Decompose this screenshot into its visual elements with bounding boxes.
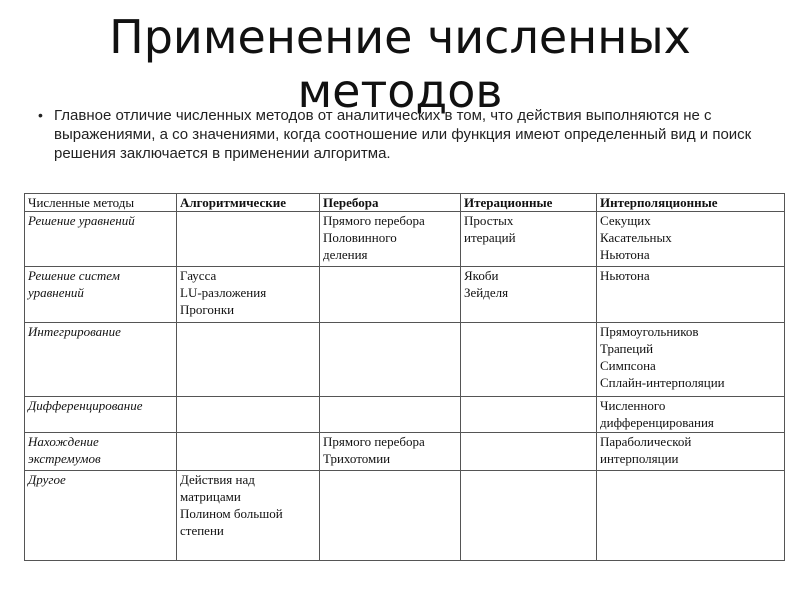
cell-line: Простых — [464, 213, 514, 228]
row-label — [25, 397, 177, 433]
header-interpolation: Интерполяционные — [597, 194, 785, 212]
row-label — [25, 323, 177, 397]
slide-title-line-1: Применение численных — [109, 10, 691, 64]
table-cell — [320, 212, 461, 267]
header-algorithmic: Алгоритмические — [177, 194, 320, 212]
table-cell — [461, 267, 597, 323]
cell-line: LU-разложения — [180, 285, 267, 300]
table-cell — [461, 323, 597, 397]
table-cell — [461, 212, 597, 267]
table-cell — [461, 433, 597, 471]
cell-line: деления — [323, 247, 368, 262]
cell-line: Якоби — [464, 268, 499, 283]
slide-title — [0, 10, 800, 118]
row-label-line: Нахождение — [28, 434, 99, 449]
table-cell — [461, 471, 597, 561]
table-cell — [597, 267, 785, 323]
table-row — [25, 323, 785, 397]
table-row — [25, 212, 785, 267]
table-header-row — [25, 194, 785, 212]
row-label-line: экстремумов — [28, 451, 101, 466]
slide-title-line-2: методов — [297, 64, 503, 118]
table-cell — [177, 397, 320, 433]
table-cell — [597, 397, 785, 433]
header-iterative: Итерационные — [461, 194, 597, 212]
table-cell — [461, 397, 597, 433]
header-numeric-methods: Численные методы — [25, 194, 177, 212]
table-cell — [320, 267, 461, 323]
table-cell — [597, 471, 785, 561]
cell-line: матрицами — [180, 489, 241, 504]
methods-table — [24, 193, 785, 561]
cell-line: Прямого перебора — [323, 213, 425, 228]
intro-bullet-text: Главное отличие численных методов от аналитических в том, что действия выполняются не с выражениями, а со значениями, когда соотношение или функция имеют определенный вид и поиск решения заключается в применении алгоритма. — [54, 107, 752, 162]
table-cell — [177, 433, 320, 471]
table-cell — [320, 323, 461, 397]
table-cell — [320, 397, 461, 433]
row-label-line: Решение систем — [28, 268, 120, 283]
row-label — [25, 267, 177, 323]
cell-line: Ньютона — [600, 268, 650, 283]
row-label-line: Решение уравнений — [28, 213, 135, 228]
table-row — [25, 397, 785, 433]
cell-line: дифференцирования — [600, 415, 714, 430]
cell-line: Численного — [600, 398, 666, 413]
table-cell — [177, 212, 320, 267]
cell-line: Зейделя — [464, 285, 509, 300]
table-cell — [177, 323, 320, 397]
cell-line: Ньютона — [600, 247, 650, 262]
bullet-dot-icon: • — [38, 107, 43, 123]
table-cell — [177, 471, 320, 561]
cell-line: Касательных — [600, 230, 672, 245]
cell-line: Трихотомии — [323, 451, 391, 466]
row-label — [25, 433, 177, 471]
table-cell — [597, 323, 785, 397]
cell-line: Секущих — [600, 213, 651, 228]
table-cell — [597, 212, 785, 267]
row-label-line: Другое — [28, 472, 66, 487]
cell-line: Действия над — [180, 472, 255, 487]
header-brute-force: Перебора — [320, 194, 461, 212]
cell-line: Сплайн-интерполяции — [600, 375, 725, 390]
table-row — [25, 267, 785, 323]
table-row — [25, 471, 785, 561]
row-label — [25, 212, 177, 267]
cell-line: Симпсона — [600, 358, 656, 373]
cell-line: Трапеций — [600, 341, 654, 356]
intro-bullet — [38, 106, 758, 163]
cell-line: Гаусса — [180, 268, 217, 283]
table-cell — [177, 267, 320, 323]
table-body — [25, 212, 785, 561]
table-cell — [597, 433, 785, 471]
row-label-line: Интегрирование — [28, 324, 121, 339]
cell-line: Полином большой — [180, 506, 283, 521]
row-label-line: уравнений — [28, 285, 84, 300]
cell-line: Прогонки — [180, 302, 235, 317]
table-row — [25, 433, 785, 471]
table-cell — [320, 471, 461, 561]
cell-line: степени — [180, 523, 224, 538]
cell-line: Прямого перебора — [323, 434, 425, 449]
row-label — [25, 471, 177, 561]
cell-line: интерполяции — [600, 451, 679, 466]
cell-line: Половинного — [323, 230, 397, 245]
cell-line: Прямоугольников — [600, 324, 699, 339]
cell-line: Параболической — [600, 434, 692, 449]
row-label-line: Дифференцирование — [28, 398, 143, 413]
cell-line: итераций — [464, 230, 516, 245]
table-cell — [320, 433, 461, 471]
